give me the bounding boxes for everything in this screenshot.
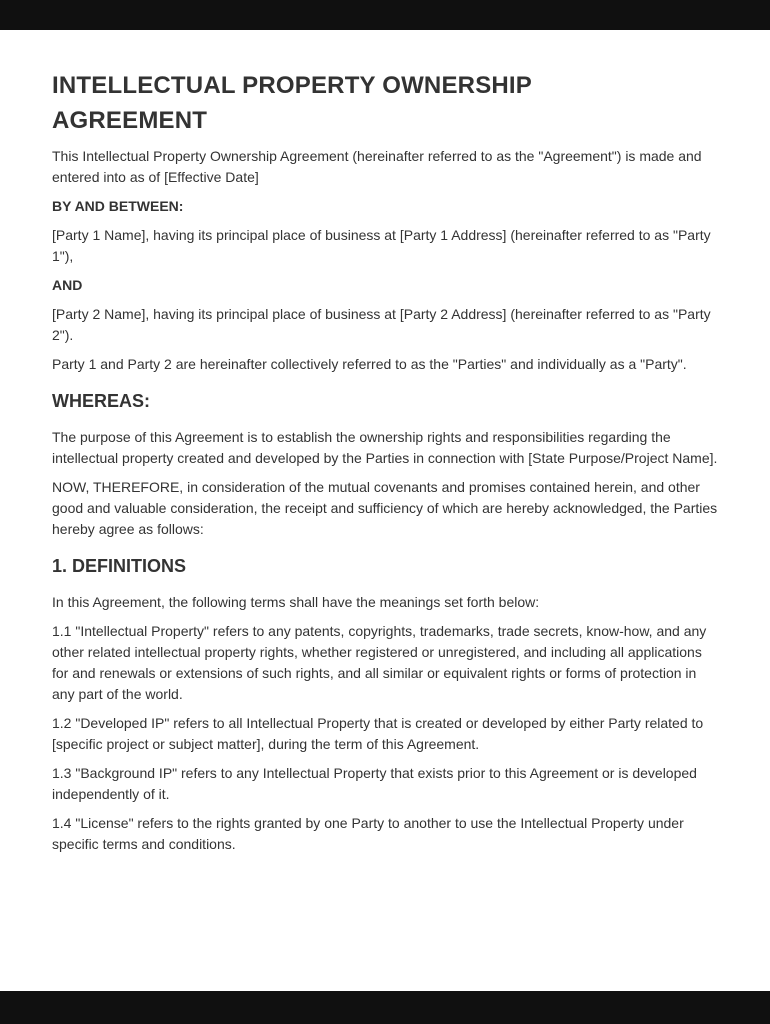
parties-collective-paragraph: Party 1 and Party 2 are hereinafter collectively referred to as the "Parties" and individually as a "Party". <box>52 356 687 372</box>
clause-1-3-paragraph: 1.3 "Background IP" refers to any Intellectual Property that exists prior to this Agreement or is developed independently of it. <box>52 765 697 802</box>
by-and-between-label: BY AND BETWEEN: <box>52 198 184 214</box>
definitions-heading: 1. DEFINITIONS <box>52 556 187 576</box>
document-title: INTELLECTUAL PROPERTY OWNERSHIP AGREEMENT <box>52 72 532 134</box>
top-letterbox-bar <box>0 0 770 30</box>
now-therefore-paragraph: NOW, THEREFORE, in consideration of the mutual covenants and promises contained herein, and other good and valuable consideration, the receipt and sufficiency of which are hereby acknowledged, the Parties hereby agree as follows: <box>52 479 718 537</box>
bottom-letterbox-bar <box>0 991 770 1024</box>
clause-1-1-paragraph: 1.1 "Intellectual Property" refers to any patents, copyrights, trademarks, trade secrets, know-how, and any other related intellectual property rights, whether registered or unregistered, and including all applications for and renewals or extensions of such rights, and all similar or equivalent rights or forms of protection in any part of the world. <box>52 623 707 702</box>
whereas-heading: WHEREAS: <box>52 391 150 411</box>
purpose-paragraph: The purpose of this Agreement is to establish the ownership rights and responsibilities regarding the intellectual property created and developed by the Parties in connection with [State Purpose/Project Name]. <box>52 429 718 466</box>
party1-paragraph: [Party 1 Name], having its principal place of business at [Party 1 Address] (hereinafter referred to as "Party 1"), <box>52 227 711 264</box>
definitions-intro-paragraph: In this Agreement, the following terms shall have the meanings set forth below: <box>52 594 540 610</box>
agreement-document <box>0 30 770 991</box>
clause-1-4-paragraph: 1.4 "License" refers to the rights granted by one Party to another to use the Intellectual Property under specific terms and conditions. <box>52 815 684 852</box>
clause-1-2-paragraph: 1.2 "Developed IP" refers to all Intellectual Property that is created or developed by either Party related to [specific project or subject matter], during the term of this Agreement. <box>52 715 704 752</box>
party2-paragraph: [Party 2 Name], having its principal place of business at [Party 2 Address] (hereinafter referred to as "Party 2"). <box>52 306 711 343</box>
and-label: AND <box>52 277 83 293</box>
intro-paragraph: This Intellectual Property Ownership Agreement (hereinafter referred to as the "Agreement") is made and entered into as of [Effective Date] <box>52 148 702 185</box>
